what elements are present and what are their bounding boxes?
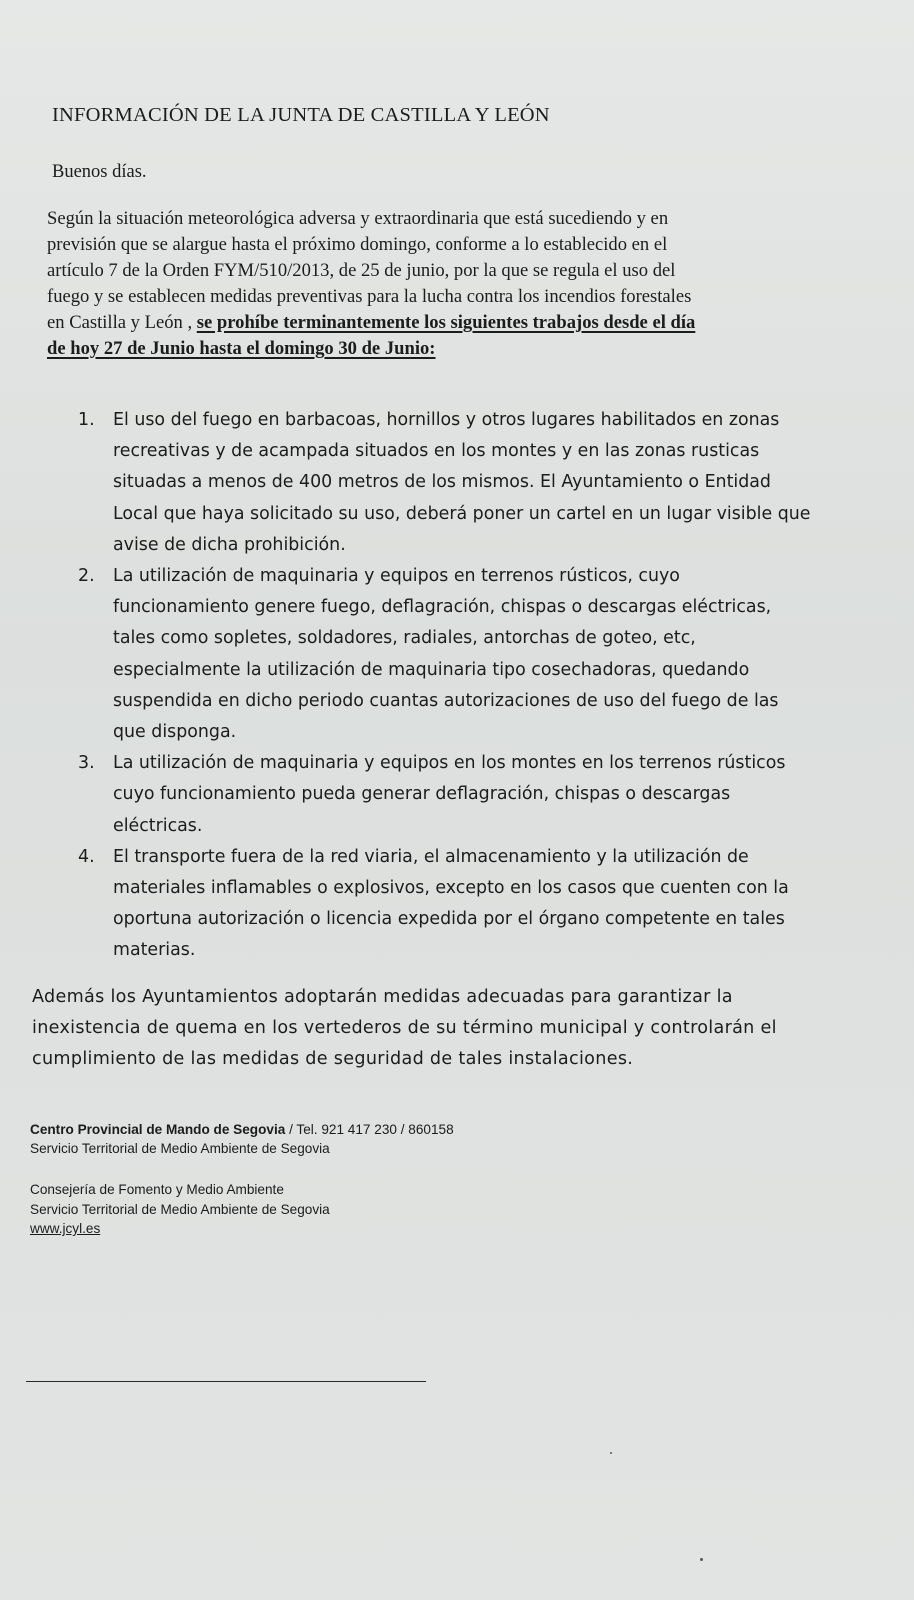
closing-paragraph bbox=[32, 982, 777, 1076]
list-item-line: funcionamiento genere fuego, deflagración, chispas o descargas eléctricas, bbox=[113, 597, 772, 618]
list-item-line: tales como sopletes, soldadores, radiales, antorchas de goteo, etc, bbox=[113, 628, 696, 649]
list-item-line: especialmente la utilización de maquinaria tipo cosechadoras, quedando bbox=[113, 659, 750, 680]
closing-line: Además los Ayuntamientos adoptarán medidas adecuadas para garantizar la bbox=[32, 987, 733, 1007]
list-item-line: materiales inflamables o explosivos, excepto en los casos que cuenten con la bbox=[113, 878, 789, 899]
footer-contact-line bbox=[30, 1120, 454, 1139]
list-item-line: El uso del fuego en barbacoas, hornillos y otros lugares habilitados en zonas bbox=[113, 410, 780, 430]
paper-speck bbox=[610, 1452, 612, 1454]
list-item bbox=[76, 748, 914, 842]
list-item-line: suspendida en dicho periodo cuantas autorizaciones de uso del fuego de las bbox=[113, 690, 779, 711]
list-item-line: La utilización de maquinaria y equipos en los montes en los terrenos rústicos bbox=[113, 753, 786, 774]
list-item-line: eléctricas. bbox=[113, 815, 203, 836]
intro-plain-text: en Castilla y León , bbox=[47, 312, 197, 333]
service-name: Servicio Territorial de Medio Ambiente de Segovia bbox=[30, 1201, 330, 1217]
list-item-number: 1. bbox=[78, 410, 95, 430]
greeting: Buenos días. bbox=[52, 162, 147, 182]
list-item-number: 2. bbox=[78, 566, 95, 587]
list-item-line: situadas a menos de 400 metros de los mismos. El Ayuntamiento o Entidad bbox=[113, 472, 771, 493]
command-center-name: Centro Provincial de Mando de Segovia bbox=[30, 1122, 286, 1137]
list-item bbox=[76, 405, 914, 561]
document-heading: INFORMACIÓN DE LA JUNTA DE CASTILLA Y LEÓN bbox=[52, 104, 550, 126]
intro-line: Según la situación meteorológica adversa y extraordinaria que está sucediendo y en bbox=[47, 208, 669, 229]
list-item-line: avise de dicha prohibición. bbox=[113, 534, 346, 555]
list-item-number: 4. bbox=[78, 846, 95, 867]
closing-line: inexistencia de quema en los vertederos de su término municipal y controlarán el bbox=[32, 1018, 777, 1039]
list-item-number: 3. bbox=[78, 753, 95, 774]
signature-line bbox=[26, 1381, 426, 1382]
list-item-line: La utilización de maquinaria y equipos en terrenos rústicos, cuyo bbox=[113, 566, 680, 587]
list-item-line: recreativas y de acampada situados en los montes y en las zonas rusticas bbox=[113, 441, 760, 462]
footer-signature-block bbox=[30, 1180, 330, 1239]
list-item-line: que disponga. bbox=[113, 722, 237, 743]
list-item-line: El transporte fuera de la red viaria, el almacenamiento y la utilización de bbox=[113, 846, 749, 867]
intro-paragraph bbox=[47, 206, 897, 362]
website-link[interactable]: www.jcyl.es bbox=[30, 1221, 101, 1236]
list-item-line: oportuna autorización o licencia expedida por el órgano competente en tales bbox=[113, 909, 785, 930]
prohibition-notice: se prohíbe terminantemente los siguientes trabajos desde el día bbox=[196, 312, 696, 333]
service-name: Servicio Territorial de Medio Ambiente de Segovia bbox=[30, 1141, 330, 1156]
list-item-line: Local que haya solicitado su uso, deberá poner un cartel en un lugar visible que bbox=[113, 503, 811, 524]
paper-speck bbox=[700, 1558, 703, 1561]
intro-line: previsión que se alargue hasta el próximo domingo, conforme a lo establecido en el bbox=[47, 234, 668, 255]
list-item-line: materias. bbox=[113, 940, 196, 961]
prohibition-dates: de hoy 27 de Junio hasta el domingo 30 de Junio: bbox=[47, 338, 436, 359]
prohibition-list bbox=[76, 405, 914, 967]
intro-line: artículo 7 de la Orden FYM/510/2013, de 25 de junio, por la que se regula el uso del bbox=[47, 260, 676, 281]
closing-line: cumplimiento de las medidas de seguridad de tales instalaciones. bbox=[32, 1049, 634, 1070]
intro-line bbox=[47, 310, 897, 336]
list-item-line: cuyo funcionamiento pueda generar deflagración, chispas o descargas bbox=[113, 784, 731, 805]
list-item bbox=[76, 842, 914, 967]
intro-line: fuego y se establecen medidas preventivas para la lucha contra los incendios forestales bbox=[47, 286, 692, 307]
footer-contact bbox=[30, 1120, 454, 1158]
phone-numbers: / Tel. 921 417 230 / 860158 bbox=[285, 1122, 454, 1137]
consejeria-name: Consejería de Fomento y Medio Ambiente bbox=[30, 1182, 284, 1197]
list-item bbox=[76, 561, 914, 748]
